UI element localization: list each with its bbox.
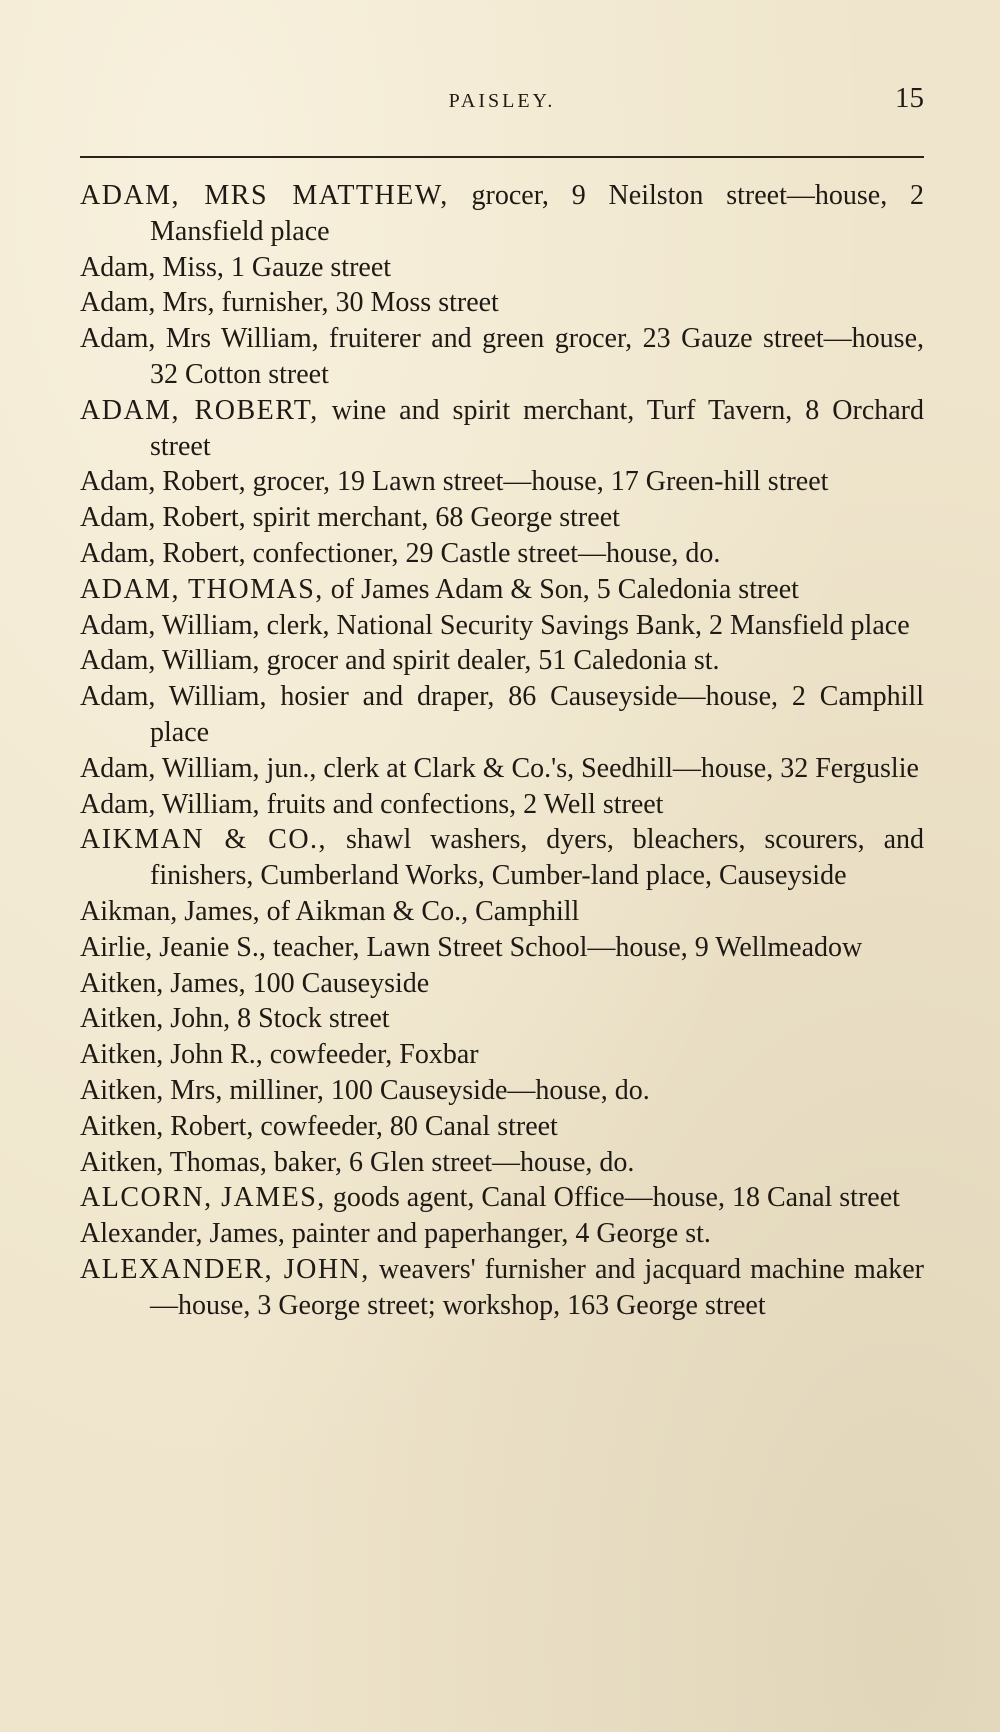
entry-detail: fruiterer and green grocer, 23 Gauze street—house, 32 Cotton street [150, 323, 924, 390]
running-title: PAISLEY. [448, 90, 556, 112]
directory-entry [80, 679, 924, 751]
directory-entry [80, 1252, 924, 1324]
entry-detail: confectioner, 29 Castle street—house, do. [245, 537, 721, 569]
directory-entry [80, 500, 924, 536]
entry-detail: painter and paperhanger, 4 George st. [284, 1218, 711, 1250]
entry-detail: clerk at Clark & Co.'s, Seedhill—house, 32 Ferguslie [316, 752, 919, 784]
directory-entry [80, 966, 924, 1002]
directory-entry [80, 822, 924, 894]
directory-entry [80, 751, 924, 787]
entry-name: Adam, William, [80, 681, 267, 713]
entry-detail: clerk, National Security Savings Bank, 2 Mansfield place [259, 609, 910, 641]
entry-name: Adam, Robert, [80, 466, 246, 498]
entry-name: Adam, Mrs William, [80, 323, 319, 355]
entry-detail: goods agent, Canal Office—house, 18 Canal street [325, 1182, 900, 1214]
directory-entry [80, 1180, 924, 1216]
directory-entry [80, 894, 924, 930]
directory-entry [80, 643, 924, 679]
directory-entry [80, 393, 924, 465]
entry-detail: 1 Gauze street [223, 251, 392, 283]
entry-detail: cowfeeder, 80 Canal street [253, 1110, 558, 1142]
entry-name: Aitken, Mrs, [80, 1074, 223, 1106]
entry-name: Aitken, Thomas, [80, 1146, 267, 1178]
directory-entry [80, 572, 924, 608]
header-rule [80, 156, 924, 158]
entry-detail: furnisher, 30 Moss street [214, 287, 499, 319]
entry-name: Adam, Robert, [80, 502, 246, 534]
entry-name: Aikman, James, [80, 895, 260, 927]
entry-detail: grocer and spirit dealer, 51 Caledonia st. [259, 645, 720, 677]
entry-detail: cowfeeder, Foxbar [262, 1039, 479, 1071]
entry-detail: baker, 6 Glen street—house, do. [266, 1146, 635, 1178]
directory-entry [80, 536, 924, 572]
directory-entry [80, 1109, 924, 1145]
entry-name: Adam, Mrs, [80, 287, 215, 319]
directory-entry [80, 321, 924, 393]
entry-detail: hosier and draper, 86 Causeyside—house, 2 Camphill place [150, 681, 924, 748]
entry-name: Aitken, Robert, [80, 1110, 254, 1142]
entry-name: Aitken, John, [80, 1003, 231, 1035]
entry-detail: spirit merchant, 68 George street [245, 502, 620, 534]
running-head [80, 82, 924, 122]
entry-name: ALEXANDER, JOHN, [80, 1253, 370, 1285]
directory-entry [80, 464, 924, 500]
entry-name: Adam, William, [80, 609, 260, 641]
entry-name: AIKMAN & CO., [80, 824, 328, 856]
entry-name: Adam, William, [80, 645, 260, 677]
entry-name: Aitken, John R., [80, 1039, 263, 1071]
entry-name: Aitken, James, [80, 967, 246, 999]
entry-name: ADAM, MRS MATTHEW, [80, 180, 449, 211]
entry-detail: 100 Causeyside [245, 967, 430, 999]
directory-entry [80, 250, 924, 286]
entry-detail: grocer, 19 Lawn street—house, 17 Green-hill street [245, 466, 829, 498]
entry-detail: of James Adam & Son, 5 Caledonia street [323, 573, 799, 605]
entry-name: Adam, Miss, [80, 251, 224, 283]
directory-entries [80, 178, 924, 1324]
entry-name: Adam, Robert, [80, 537, 246, 569]
directory-entry [80, 608, 924, 644]
directory-entry [80, 1145, 924, 1181]
entry-name: ADAM, THOMAS, [80, 573, 324, 605]
entry-detail: grocer, 9 Neilston street—house, 2 Mansfield place [150, 180, 924, 247]
entry-detail: wine and spirit merchant, Turf Tavern, 8 Orchard street [150, 394, 924, 462]
entry-name: ADAM, ROBERT, [80, 394, 319, 426]
entry-detail: teacher, Lawn Street School—house, 9 Wellmeadow [265, 931, 863, 963]
entry-detail: shawl washers, dyers, bleachers, scourers, and finishers, Cumberland Works, Cumber-land place, Causeyside [150, 824, 924, 892]
directory-entry [80, 1037, 924, 1073]
directory-entry [80, 178, 924, 250]
directory-entry [80, 285, 924, 321]
entry-detail: 8 Stock street [230, 1003, 390, 1035]
directory-entry [80, 1216, 924, 1252]
entry-name: Airlie, Jeanie S., [80, 931, 266, 963]
directory-entry [80, 930, 924, 966]
directory-entry [80, 1001, 924, 1037]
directory-entry [80, 1073, 924, 1109]
page-number: 15 [895, 82, 924, 114]
entry-name: Adam, William, [80, 788, 260, 820]
entry-name: ALCORN, JAMES, [80, 1182, 326, 1214]
entry-detail: milliner, 100 Causeyside—house, do. [222, 1074, 650, 1106]
entry-detail: weavers' furnisher and jacquard machine maker—house, 3 George street; workshop, 163 George street [150, 1253, 924, 1321]
entry-detail: fruits and confections, 2 Well street [259, 788, 664, 820]
entry-detail: of Aikman & Co., Camphill [259, 895, 580, 927]
entry-name: Adam, William, jun., [80, 752, 317, 784]
entry-name: Alexander, James, [80, 1218, 285, 1250]
directory-entry [80, 787, 924, 823]
